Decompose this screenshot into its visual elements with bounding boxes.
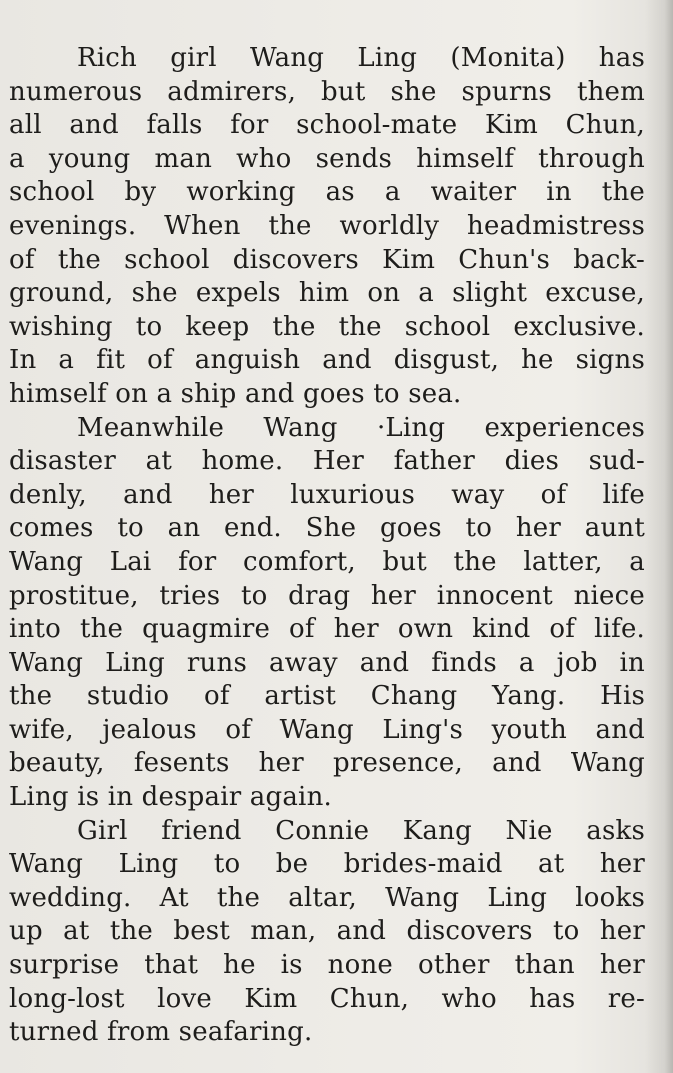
page-edge-shadow (645, 0, 673, 1073)
text-line: all and falls for school-mate Kim Chun, (9, 110, 645, 141)
text-line: himself on a ship and goes to sea. (9, 378, 462, 409)
article-text-column (9, 42, 645, 1050)
text-line: Wang Lai for comfort, but the latter, a (9, 546, 645, 577)
text-line: Girl friend Connie Kang Nie asks (77, 815, 645, 846)
text-line: surprise that he is none other than her (9, 950, 645, 981)
text-line: Meanwhile Wang ·Ling experiences (77, 412, 645, 443)
text-line: numerous admirers, but she spurns them (9, 76, 645, 107)
text-line: prostitue, tries to drag her innocent niece (9, 580, 645, 611)
text-line: comes to an end. She goes to her aunt (9, 513, 645, 544)
text-line: In a fit of anguish and disgust, he signs (9, 345, 645, 376)
text-line: ground, she expels him on a slight excuse, (9, 278, 645, 309)
text-line: wishing to keep the the school exclusive. (9, 311, 645, 342)
text-line: disaster at home. Her father dies sud- (9, 446, 645, 477)
paragraph-1 (9, 42, 645, 412)
text-line: into the quagmire of her own kind of life. (9, 614, 645, 645)
text-line: of the school discovers Kim Chun's back- (9, 244, 645, 275)
text-line: turned from seafaring. (9, 1017, 313, 1048)
text-line: beauty, fesents her presence, and Wang (9, 748, 645, 779)
text-line: Wang Ling to be brides-maid at her (9, 849, 645, 880)
paragraph-3 (9, 815, 645, 1050)
text-line: the studio of artist Chang Yang. His (9, 681, 645, 712)
paragraph-2 (9, 412, 645, 815)
text-line: denly, and her luxurious way of life (9, 479, 645, 510)
text-line: wife, jealous of Wang Ling's youth and (9, 714, 645, 745)
text-line: Wang Ling runs away and finds a job in (9, 647, 645, 678)
text-line: wedding. At the altar, Wang Ling looks (9, 882, 645, 913)
text-line: evenings. When the worldly headmistress (9, 210, 645, 241)
text-line: up at the best man, and discovers to her (9, 916, 645, 947)
text-line: a young man who sends himself through (9, 143, 645, 174)
text-line: long-lost love Kim Chun, who has re- (9, 983, 645, 1014)
text-line: Rich girl Wang Ling (Monita) has (77, 43, 645, 73)
text-line: school by working as a waiter in the (9, 177, 645, 208)
text-line: Ling is in despair again. (9, 782, 332, 813)
